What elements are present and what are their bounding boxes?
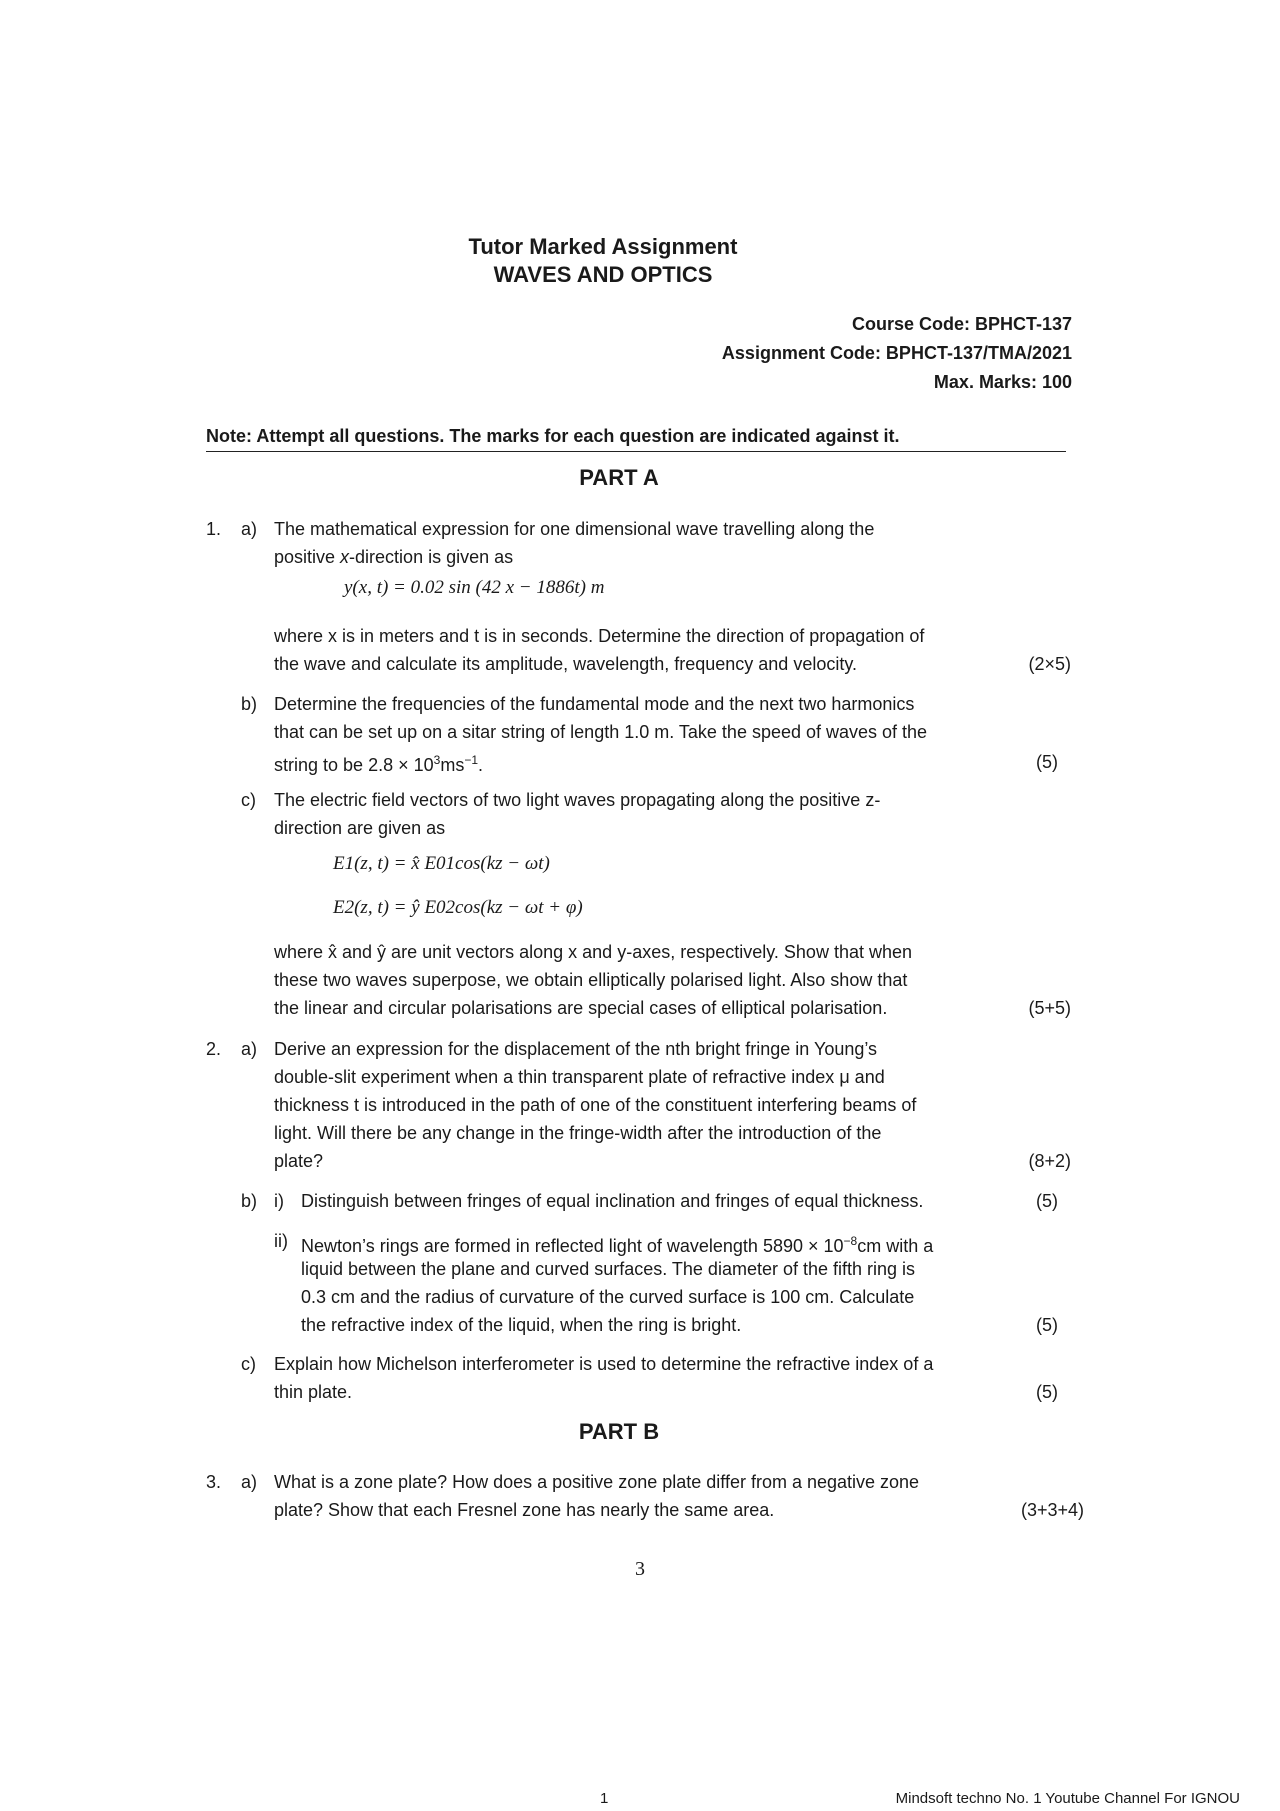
question-text: Determine the frequencies of the fundamental mode and the next two harmonics xyxy=(274,694,915,714)
course-code: Course Code: BPHCT-137 xyxy=(851,314,1072,334)
question-text: thin plate. xyxy=(274,1382,353,1402)
assignment-title: Tutor Marked Assignment xyxy=(468,234,738,259)
wave-equation: y(x, t) = 0.02 sin (42 x − 1886t) m xyxy=(344,577,605,598)
question-text: positive x-direction is given as xyxy=(274,547,514,567)
question-text: these two waves superpose, we obtain elliptically polarised light. Also show that xyxy=(274,970,908,990)
question-text: that can be set up on a sitar string of length 1.0 m. Take the speed of waves of the xyxy=(274,722,928,742)
subquestion-label: a) xyxy=(241,1039,258,1059)
question-text: What is a zone plate? How does a positive zone plate differ from a negative zone xyxy=(274,1472,920,1492)
marks-label: (8+2) xyxy=(1028,1151,1071,1171)
question-text: 0.3 cm and the radius of curvature of the curved surface is 100 cm. Calculate xyxy=(301,1287,915,1307)
marks-label: (5) xyxy=(1036,1382,1058,1402)
subquestion-label: a) xyxy=(241,1472,258,1492)
question-text: double-slit experiment when a thin transparent plate of refractive index μ and xyxy=(274,1067,885,1087)
subquestion-label: i) xyxy=(274,1191,284,1211)
question-text: light. Will there be any change in the fringe-width after the introduction of the xyxy=(274,1123,882,1143)
subquestion-label: b) xyxy=(241,694,258,714)
assignment-code: Assignment Code: BPHCT-137/TMA/2021 xyxy=(721,343,1072,363)
subquestion-label: c) xyxy=(241,1354,256,1374)
question-text: where x̂ and ŷ are unit vectors along x and y-axes, respectively. Show that when xyxy=(274,942,912,962)
question-text: The mathematical expression for one dimensional wave travelling along the xyxy=(274,519,875,539)
instructions-note: Note: Attempt all questions. The marks for each question are indicated against it. xyxy=(206,425,1066,452)
subquestion-label: b) xyxy=(241,1191,258,1211)
field-equation-1: E1(z, t) = x̂ E01cos(kz − ωt) xyxy=(333,853,550,874)
marks-label: (5) xyxy=(1036,1191,1058,1211)
footer-channel: Mindsoft techno No. 1 Youtube Channel For IGNOU xyxy=(895,1790,1240,1807)
marks-label: (3+3+4) xyxy=(1020,1500,1084,1520)
marks-label: (5) xyxy=(1036,752,1058,772)
question-text: Explain how Michelson interferometer is used to determine the refractive index of a xyxy=(274,1354,934,1374)
question-text: Distinguish between fringes of equal inclination and fringes of equal thickness. xyxy=(301,1191,924,1211)
subquestion-label: a) xyxy=(241,519,258,539)
question-number: 3. xyxy=(206,1472,222,1492)
question-text: where x is in meters and t is in seconds. Determine the direction of propagation of xyxy=(274,626,925,646)
question-text: the refractive index of the liquid, when the ring is bright. xyxy=(301,1315,742,1335)
question-text: the wave and calculate its amplitude, wavelength, frequency and velocity. xyxy=(274,654,858,674)
field-equation-2: E2(z, t) = ŷ E02cos(kz − ωt + φ) xyxy=(333,897,583,918)
subquestion-label: ii) xyxy=(274,1231,288,1251)
question-text: direction are given as xyxy=(274,818,446,838)
footer-page-number: 1 xyxy=(600,1790,609,1807)
question-text: plate? Show that each Fresnel zone has nearly the same area. xyxy=(274,1500,775,1520)
question-text: Newton’s rings are formed in reflected light of wavelength $5890 \times 10^{-8}cm$ with a xyxy=(301,1234,934,1256)
course-title: WAVES AND OPTICS xyxy=(493,262,713,287)
question-text: The electric field vectors of two light waves propagating along the positive z- xyxy=(274,790,881,810)
part-a-heading: PART A xyxy=(579,465,659,490)
marks-label: (5+5) xyxy=(1028,998,1071,1018)
question-text: thickness t is introduced in the path of one of the constituent interfering beams of xyxy=(274,1095,917,1115)
page-number: 3 xyxy=(635,1558,645,1580)
question-number: 2. xyxy=(206,1039,222,1059)
marks-label: (2×5) xyxy=(1028,654,1071,674)
part-b-heading: PART B xyxy=(578,1419,660,1444)
question-number: 1. xyxy=(206,519,222,539)
max-marks: Max. Marks: 100 xyxy=(933,372,1072,392)
question-text: string to be $2.8 \times 10^3ms^{-1}$. xyxy=(274,753,484,775)
subquestion-label: c) xyxy=(241,790,256,810)
question-text: plate? xyxy=(274,1151,324,1171)
question-text: the linear and circular polarisations are special cases of elliptical polarisation. xyxy=(274,998,888,1018)
question-text: Derive an expression for the displacement of the nth bright fringe in Young’s xyxy=(274,1039,878,1059)
question-text: liquid between the plane and curved surfaces. The diameter of the fifth ring is xyxy=(301,1259,916,1279)
marks-label: (5) xyxy=(1036,1315,1058,1335)
